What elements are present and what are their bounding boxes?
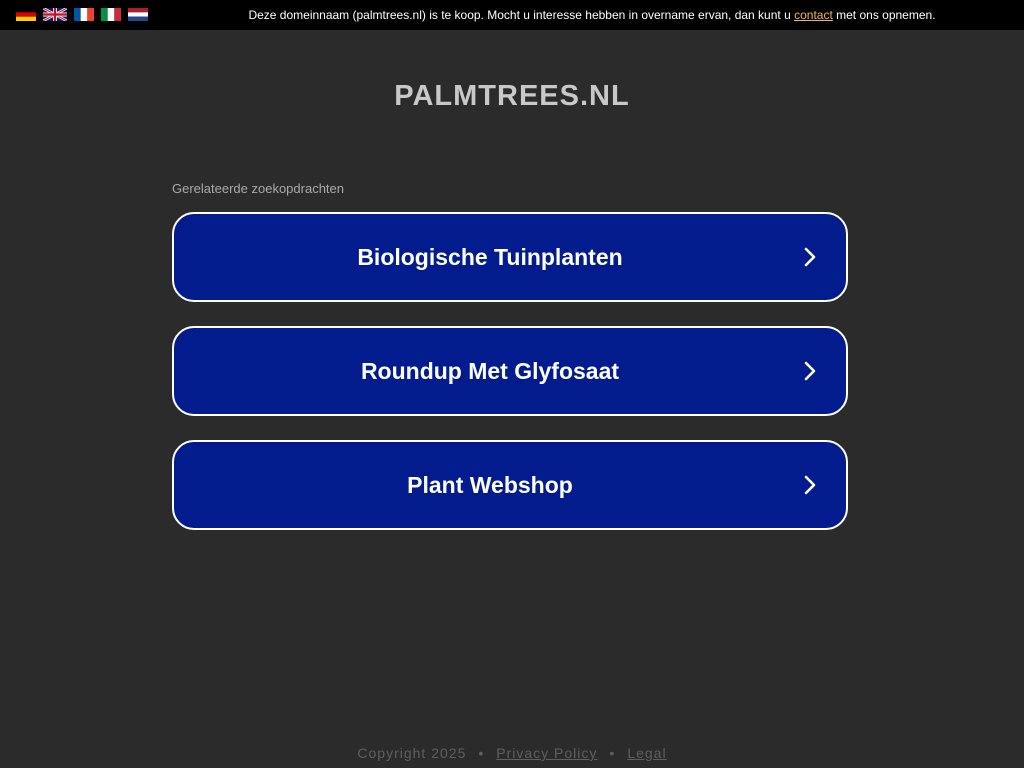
related-search-button-roundup-met-glyfosaat[interactable] [172,326,848,416]
language-flags [16,8,148,21]
related-search-button-biologische-tuinplanten[interactable] [172,212,848,302]
footer-separator: • [609,745,616,761]
copyright-text: Copyright 2025 [357,745,467,761]
legal-link[interactable]: Legal [627,745,667,761]
chevron-right-icon [800,475,820,495]
privacy-policy-link[interactable]: Privacy Policy [496,745,598,761]
site-title: PALMTREES.NL [394,80,630,112]
italian-flag-icon[interactable] [101,8,121,21]
related-searches-label: Gerelateerde zoekopdrachten [172,181,345,196]
chevron-right-icon [800,361,820,381]
sale-notice-text: Deze domeinnaam (palmtrees.nl) is te koop. Mocht u interesse hebben in overname ervan, dan kunt u [248,8,795,22]
german-flag-icon[interactable] [16,8,36,21]
french-flag-icon[interactable] [74,8,94,21]
footer [0,745,1024,761]
sale-notice [160,0,1024,30]
chevron-right-icon [800,247,820,267]
domain-sale-bar [0,0,1024,30]
uk-flag-icon[interactable] [43,8,67,21]
sale-notice-text-end: met ons opnemen. [832,8,936,22]
related-search-label: Roundup Met Glyfosaat [360,358,620,384]
dutch-flag-icon[interactable] [128,8,148,21]
contact-link[interactable]: contact [794,8,833,22]
related-search-button-plant-webshop[interactable] [172,440,848,530]
related-search-label: Plant Webshop [407,472,573,498]
footer-separator: • [478,745,485,761]
related-search-label: Biologische Tuinplanten [357,244,623,270]
